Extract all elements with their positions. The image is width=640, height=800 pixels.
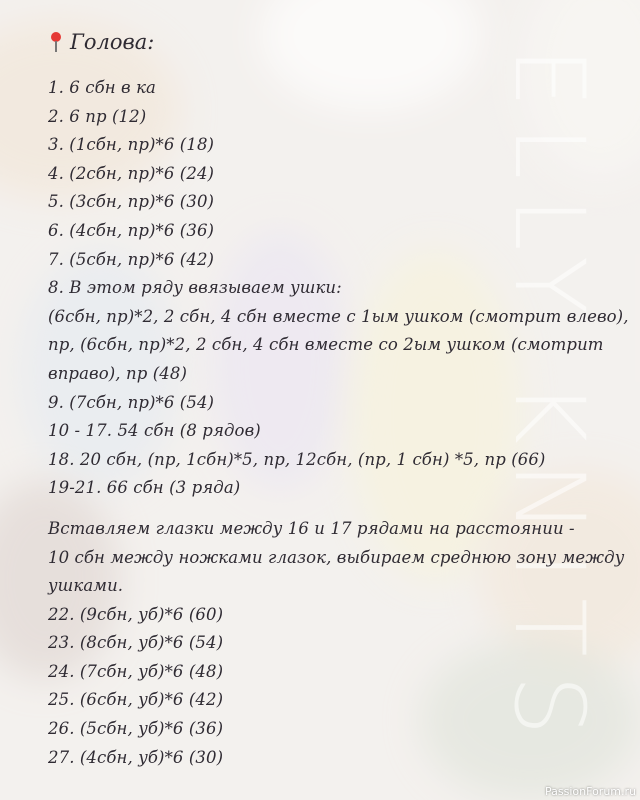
- eyes-note: [48, 515, 625, 601]
- note-line: Вставляем глазки между 16 и 17 рядами на расстоянии -: [48, 518, 575, 538]
- pattern-row: 27. (4сбн, уб)*6 (30): [48, 747, 224, 767]
- pattern-row: 9. (7сбн, пр)*6 (54): [48, 392, 215, 412]
- section-header: [48, 30, 618, 54]
- pattern-row: 7. (5сбн, пр)*6 (42): [48, 249, 215, 269]
- watermark-text: ELLY KNITS: [493, 46, 605, 754]
- pattern-row: 4. (2сбн, пр)*6 (24): [48, 163, 215, 183]
- pattern-row: 25. (6сбн, уб)*6 (42): [48, 690, 224, 710]
- pattern-row: 23. (8сбн, уб)*6 (54): [48, 633, 224, 653]
- pattern-row: 2. 6 пр (12): [48, 106, 147, 126]
- note-line: 10 сбн между ножками глазок, выбираем среднюю зону между: [48, 547, 625, 567]
- pattern-row: пр, (6сбн, пр)*2, 2 сбн, 4 сбн вместе со 2ым ушком (смотрит: [48, 335, 604, 355]
- pattern-row: 26. (5сбн, уб)*6 (36): [48, 719, 224, 739]
- note-line: ушками.: [48, 576, 124, 596]
- pattern-row: (6сбн, пр)*2, 2 сбн, 4 сбн вместе с 1ым ушком (смотрит влево),: [48, 306, 629, 326]
- pattern-row: 24. (7сбн, уб)*6 (48): [48, 661, 224, 681]
- pattern-row: 5. (3сбн, пр)*6 (30): [48, 192, 215, 212]
- round-pushpin-icon: [48, 32, 64, 52]
- pattern-row: 6. (4сбн, пр)*6 (36): [48, 220, 215, 240]
- section-title: Голова:: [70, 30, 155, 54]
- pattern-row: 18. 20 сбн, (пр, 1сбн)*5, пр, 12сбн, (пр, 1 сбн) *5, пр (66): [48, 449, 546, 469]
- pattern-row: 22. (9сбн, уб)*6 (60): [48, 604, 224, 624]
- pattern-row: 1. 6 сбн в ка: [48, 78, 156, 97]
- pattern-row: 8. В этом ряду ввязываем ушки:: [48, 278, 342, 298]
- pattern-row: 19-21. 66 сбн (3 ряда): [48, 478, 241, 498]
- rows-list-top: [48, 74, 629, 503]
- pattern-row: 10 - 17. 54 сбн (8 рядов): [48, 421, 261, 441]
- rows-list-bottom: [48, 601, 618, 773]
- pattern-row: вправо), пр (48): [48, 363, 187, 383]
- pattern-row: 3. (1сбн, пр)*6 (18): [48, 135, 215, 155]
- pattern-text: [48, 30, 629, 772]
- site-credit: PassionForum.ru: [545, 785, 636, 798]
